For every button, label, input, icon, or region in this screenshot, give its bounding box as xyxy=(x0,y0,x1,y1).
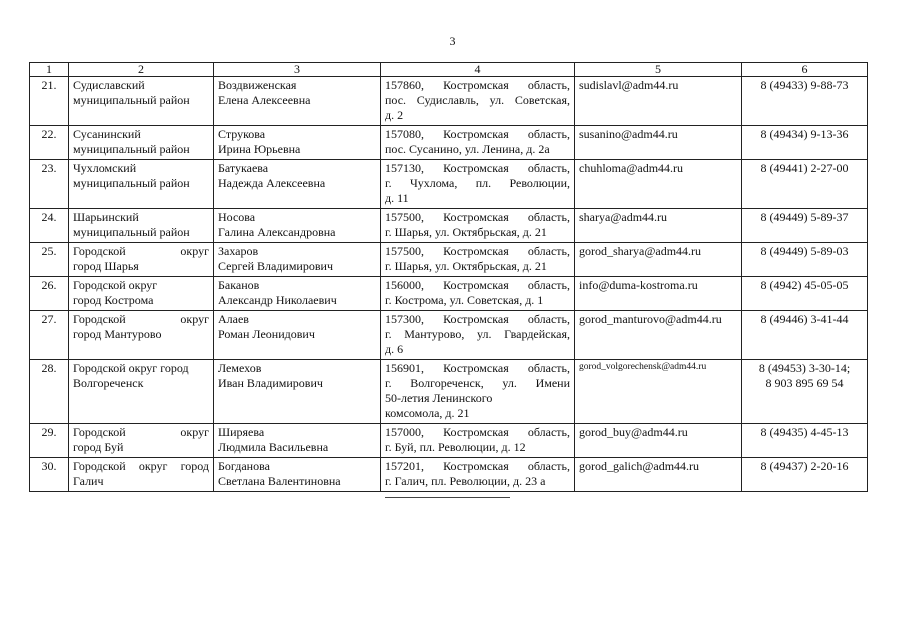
column-header: 2 xyxy=(69,63,214,77)
head-cell xyxy=(214,458,381,492)
table-body xyxy=(30,77,868,492)
head-line: Баканов xyxy=(218,278,260,292)
district-cell xyxy=(69,243,214,277)
district-line: Городской округ xyxy=(73,244,209,258)
district-line: Городской округ xyxy=(73,425,209,439)
phone-line: 8 (49453) 3-30-14; xyxy=(758,361,851,375)
email-cell xyxy=(575,277,742,311)
address-line: 157500, Костромская область, xyxy=(385,210,570,224)
district-line: Галич xyxy=(73,474,104,488)
email-address: info@duma-kostroma.ru xyxy=(579,278,698,292)
phone-line: 8 (49446) 3-41-44 xyxy=(760,312,849,326)
head-line: Струкова xyxy=(218,127,266,141)
table-row xyxy=(30,458,868,492)
phone-cell xyxy=(742,311,868,360)
district-line: город Кострома xyxy=(73,293,154,307)
email-address: gorod_galich@adm44.ru xyxy=(579,459,700,473)
address-line: д. 11 xyxy=(385,191,409,205)
head-cell xyxy=(214,209,381,243)
phone-cell xyxy=(742,277,868,311)
address-line: пос. Судиславль, ул. Советская, xyxy=(385,93,570,107)
address-line: г. Буй, пл. Революции, д. 12 xyxy=(385,440,526,454)
table-row xyxy=(30,243,868,277)
row-number: 26. xyxy=(30,277,69,311)
head-cell xyxy=(214,243,381,277)
district-cell xyxy=(69,311,214,360)
row-number: 27. xyxy=(30,311,69,360)
row-number: 28. xyxy=(30,360,69,424)
address-line: 157000, Костромская область, xyxy=(385,425,570,439)
email-cell xyxy=(575,160,742,209)
head-line: Надежда Алексеевна xyxy=(218,176,326,190)
head-line: Людмила Васильевна xyxy=(218,440,329,454)
address-line: 50-летия Ленинского xyxy=(385,391,493,405)
email-address: gorod_buy@adm44.ru xyxy=(579,425,688,439)
head-line: Александр Николаевич xyxy=(218,293,337,307)
head-line: Роман Леонидович xyxy=(218,327,315,341)
phone-line: 8 (49449) 5-89-03 xyxy=(760,244,849,258)
district-line: Судиславский xyxy=(73,78,145,92)
head-cell xyxy=(214,311,381,360)
table-row xyxy=(30,277,868,311)
head-cell xyxy=(214,424,381,458)
row-number: 22. xyxy=(30,126,69,160)
district-line: муниципальный район xyxy=(73,142,190,156)
address-cell xyxy=(381,126,575,160)
head-line: Воздвиженская xyxy=(218,78,297,92)
email-cell xyxy=(575,311,742,360)
officials-table xyxy=(29,62,868,492)
district-line: муниципальный район xyxy=(73,176,190,190)
address-line: д. 2 xyxy=(385,108,404,122)
email-address: susanino@adm44.ru xyxy=(579,127,678,141)
phone-line: 8 (49441) 2-27-00 xyxy=(760,161,849,175)
address-line: 156901, Костромская область, xyxy=(385,361,570,375)
district-line: муниципальный район xyxy=(73,225,190,239)
head-line: Иван Владимирович xyxy=(218,376,323,390)
phone-line: 8 (49437) 2-20-16 xyxy=(760,459,849,473)
district-line: Городской округ город xyxy=(73,459,209,473)
email-address: gorod_manturovo@adm44.ru xyxy=(579,312,722,326)
table-row xyxy=(30,77,868,126)
email-cell xyxy=(575,126,742,160)
column-header: 6 xyxy=(742,63,868,77)
address-cell xyxy=(381,209,575,243)
phone-line: 8 (49434) 9-13-36 xyxy=(760,127,849,141)
district-line: Городской округ город xyxy=(73,361,189,375)
phone-cell xyxy=(742,126,868,160)
email-address: chuhloma@adm44.ru xyxy=(579,161,684,175)
district-line: Сусанинский xyxy=(73,127,141,141)
phone-line: 8 (49435) 4-45-13 xyxy=(760,425,849,439)
table-row xyxy=(30,311,868,360)
district-line: муниципальный район xyxy=(73,93,190,107)
phone-cell xyxy=(742,160,868,209)
column-header: 3 xyxy=(214,63,381,77)
district-line: Шарьинский xyxy=(73,210,139,224)
address-line: г. Галич, пл. Революции, д. 23 а xyxy=(385,474,546,488)
separator-line xyxy=(385,497,510,498)
address-line: 157300, Костромская область, xyxy=(385,312,570,326)
phone-cell xyxy=(742,424,868,458)
head-cell xyxy=(214,160,381,209)
phone-cell xyxy=(742,360,868,424)
column-header: 4 xyxy=(381,63,575,77)
phone-line: 8 (49449) 5-89-37 xyxy=(760,210,849,224)
email-cell xyxy=(575,243,742,277)
address-cell xyxy=(381,277,575,311)
head-line: Лемехов xyxy=(218,361,262,375)
table-row xyxy=(30,360,868,424)
district-line: город Мантурово xyxy=(73,327,162,341)
row-number: 29. xyxy=(30,424,69,458)
email-address: gorod_sharya@adm44.ru xyxy=(579,244,702,258)
head-cell xyxy=(214,77,381,126)
district-line: город Шарья xyxy=(73,259,139,273)
head-cell xyxy=(214,277,381,311)
district-cell xyxy=(69,458,214,492)
head-line: Светлана Валентиновна xyxy=(218,474,341,488)
head-line: Сергей Владимирович xyxy=(218,259,333,273)
district-cell xyxy=(69,77,214,126)
address-cell xyxy=(381,424,575,458)
page-number: 3 xyxy=(449,34,456,48)
address-line: пос. Сусанино, ул. Ленина, д. 2а xyxy=(385,142,550,156)
address-line: г. Мантурово, ул. Гвардейская, xyxy=(385,327,570,341)
district-line: Чухломский xyxy=(73,161,137,175)
address-line: г. Кострома, ул. Советская, д. 1 xyxy=(385,293,544,307)
head-cell xyxy=(214,360,381,424)
table-header-row xyxy=(30,63,868,77)
phone-cell xyxy=(742,77,868,126)
phone-line: 8 (49433) 9-88-73 xyxy=(760,78,849,92)
head-cell xyxy=(214,126,381,160)
address-line: 157860, Костромская область, xyxy=(385,78,570,92)
address-line: д. 6 xyxy=(385,342,404,356)
table-row xyxy=(30,424,868,458)
address-line: 157201, Костромская область, xyxy=(385,459,570,473)
email-cell xyxy=(575,424,742,458)
head-line: Елена Алексеевна xyxy=(218,93,311,107)
email-cell xyxy=(575,77,742,126)
head-line: Носова xyxy=(218,210,256,224)
phone-cell xyxy=(742,209,868,243)
row-number: 21. xyxy=(30,77,69,126)
column-header: 5 xyxy=(575,63,742,77)
district-line: Городской округ xyxy=(73,278,158,292)
district-cell xyxy=(69,277,214,311)
row-number: 30. xyxy=(30,458,69,492)
email-cell xyxy=(575,458,742,492)
address-line: г. Шарья, ул. Октябрьская, д. 21 xyxy=(385,259,547,273)
district-cell xyxy=(69,160,214,209)
email-cell xyxy=(575,209,742,243)
address-cell xyxy=(381,311,575,360)
address-line: г. Шарья, ул. Октябрьская, д. 21 xyxy=(385,225,547,239)
district-cell xyxy=(69,424,214,458)
table-row xyxy=(30,160,868,209)
address-line: комсомола, д. 21 xyxy=(385,406,470,420)
head-line: Захаров xyxy=(218,244,259,258)
table-row xyxy=(30,209,868,243)
address-line: 157130, Костромская область, xyxy=(385,161,570,175)
district-line: Волгореченск xyxy=(73,376,144,390)
head-line: Галина Александровна xyxy=(218,225,336,239)
address-line: 156000, Костромская область, xyxy=(385,278,570,292)
address-cell xyxy=(381,77,575,126)
email-address: sharya@adm44.ru xyxy=(579,210,668,224)
phone-line: 8 903 895 69 54 xyxy=(765,376,844,390)
email-address: sudislavl@adm44.ru xyxy=(579,78,679,92)
address-cell xyxy=(381,243,575,277)
head-line: Ширяева xyxy=(218,425,265,439)
address-cell xyxy=(381,160,575,209)
district-cell xyxy=(69,126,214,160)
address-line: 157080, Костромская область, xyxy=(385,127,570,141)
address-line: 157500, Костромская область, xyxy=(385,244,570,258)
district-cell xyxy=(69,209,214,243)
head-line: Ирина Юрьевна xyxy=(218,142,301,156)
column-header: 1 xyxy=(30,63,69,77)
address-line: г. Чухлома, пл. Революции, xyxy=(385,176,570,190)
address-cell xyxy=(381,458,575,492)
head-line: Алаев xyxy=(218,312,249,326)
address-cell xyxy=(381,360,575,424)
district-line: город Буй xyxy=(73,440,124,454)
table-row xyxy=(30,126,868,160)
phone-cell xyxy=(742,458,868,492)
district-line: Городской округ xyxy=(73,312,209,326)
phone-cell xyxy=(742,243,868,277)
district-cell xyxy=(69,360,214,424)
address-line: г. Волгореченск, ул. Имени xyxy=(385,376,570,390)
row-number: 25. xyxy=(30,243,69,277)
row-number: 24. xyxy=(30,209,69,243)
email-cell xyxy=(575,360,742,424)
row-number: 23. xyxy=(30,160,69,209)
head-line: Богданова xyxy=(218,459,270,473)
head-line: Батукаева xyxy=(218,161,269,175)
email-address: gorod_volgorechensk@adm44.ru xyxy=(579,362,707,372)
phone-line: 8 (4942) 45-05-05 xyxy=(760,278,849,292)
